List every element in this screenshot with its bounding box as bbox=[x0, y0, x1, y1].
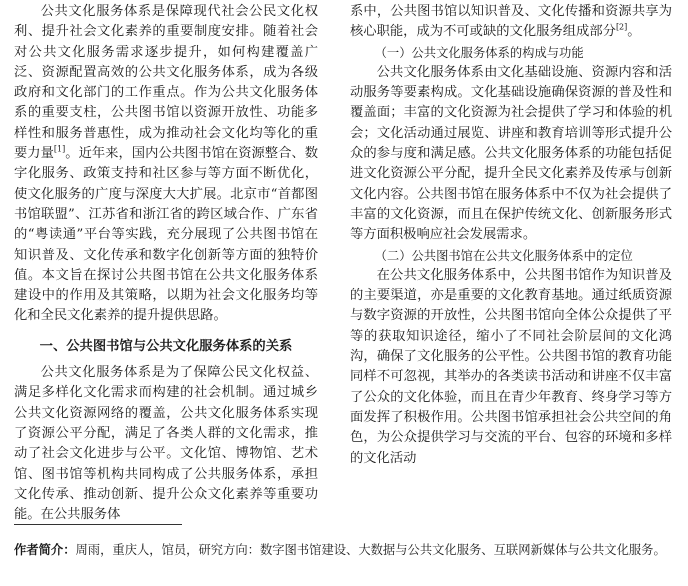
subsection-heading-1: （一）公共文化服务体系的构成与功能 bbox=[374, 45, 584, 60]
author-label: 作者简介： bbox=[14, 543, 76, 557]
author-text: 周雨，重庆人，馆员，研究方向：数字图书馆建设、大数据与公共文化服务、互联网新媒体与公共文化服务。 bbox=[75, 543, 666, 557]
intro-text: 公共文化服务体系是保障现代社会公民文化权利、提升社会文化素养的重要制度安排。随着社会对公共文化服务需求逐步提升，如何构建覆盖广泛、资源配置高效的公共文化服务体系，成为各级政府和文化部门的工作重点。作为公共文化服务体系的重要支柱，公共图书馆以资源开放性、功能多样性和服务普惠性，成为推动社会文化均等化的重要力量 bbox=[14, 4, 318, 162]
intro-text-tail: 。近年来，国内公共图书馆在资源整合、数字化服务、政策支持和社区参与等方面不断优化，使文化服务的广度与深度大大扩展。北京市“首都图书馆联盟”、江苏省和浙江省的跨区域合作、广东省的“粤读通”平台等实践，充分展现了公共图书馆在知识普及、文化传承和数字化创新等方面的独特价值。本文旨在探讨公共图书馆在公共文化服务体系建设中的作用及其策略，以期为社会文化服务均等化和全民文化素养的提升提供思路。 bbox=[14, 146, 319, 324]
left-column bbox=[14, 2, 318, 525]
reference-marker: [2] bbox=[615, 22, 628, 32]
continued-text: 系中，公共图书馆以知识普及、文化传播和资源共享为核心职能，成为不可或缺的文化服务组成部分 bbox=[350, 4, 672, 40]
body-paragraph: 公共文化服务体系是为了保障公民文化权益、满足多样化文化需求而构建的社会机制。通过城乡公共文化资源网络的覆盖，公共文化服务体系实现了资源公平分配，满足了各类人群的文化需求，推动了社会文化进步与公平。文化馆、博物馆、艺术馆、图书馆等机构共同构成了公共服务体系，承担文化传承、推动创新、提升公众文化素养等重要功能。在公共服务体 bbox=[14, 365, 318, 523]
body-paragraph: 在公共文化服务体系中，公共图书馆作为知识普及的主要渠道，亦是重要的文化教育基地。通过纸质资源与数字资源的开放性，公共图书馆向全体公众提供了平等的获取知识途径，缩小了不同社会阶层间的文化鸿沟，确保了文化服务的公平性。公共图书馆的教育功能同样不可忽视，其举办的各类读书活动和讲座不仅丰富了公众的文化体验，而且在青少年教育、终身学习等方面发挥了积极作用。公共图书馆承担社会公共空间的角色，为公众提供学习与交流的平台、包容的环境和多样的文化活动 bbox=[350, 267, 672, 466]
body-paragraph: 公共文化服务体系由文化基础设施、资源内容和活动服务等要素构成。文化基础设施确保资源的普及性和覆盖面；丰富的文化资源为社会提供了学习和体验的机会；文化活动通过展览、讲座和教育培训等形式提升公众的参与度和满足感。公共文化服务体系的功能包括促进文化资源公平分配，提升全民文化素养及传承与创新文化内容。公共图书馆在服务体系中不仅为社会提供了丰富的文化资源，而且在保护传统文化、创新服务形式等方面积极响应社会发展需求。 bbox=[350, 64, 672, 243]
intro-paragraph bbox=[14, 2, 318, 327]
reference-marker: [1] bbox=[53, 144, 66, 154]
author-note bbox=[14, 540, 670, 560]
footnote-divider bbox=[14, 524, 182, 525]
section-heading: 一、公共图书馆与公共文化服务体系的关系 bbox=[39, 338, 293, 354]
continued-paragraph bbox=[350, 2, 672, 43]
subsection-heading-2: （二）公共图书馆在公共文化服务体系中的定位 bbox=[374, 248, 633, 263]
continued-text-tail: 。 bbox=[627, 24, 641, 40]
right-column bbox=[350, 2, 672, 469]
